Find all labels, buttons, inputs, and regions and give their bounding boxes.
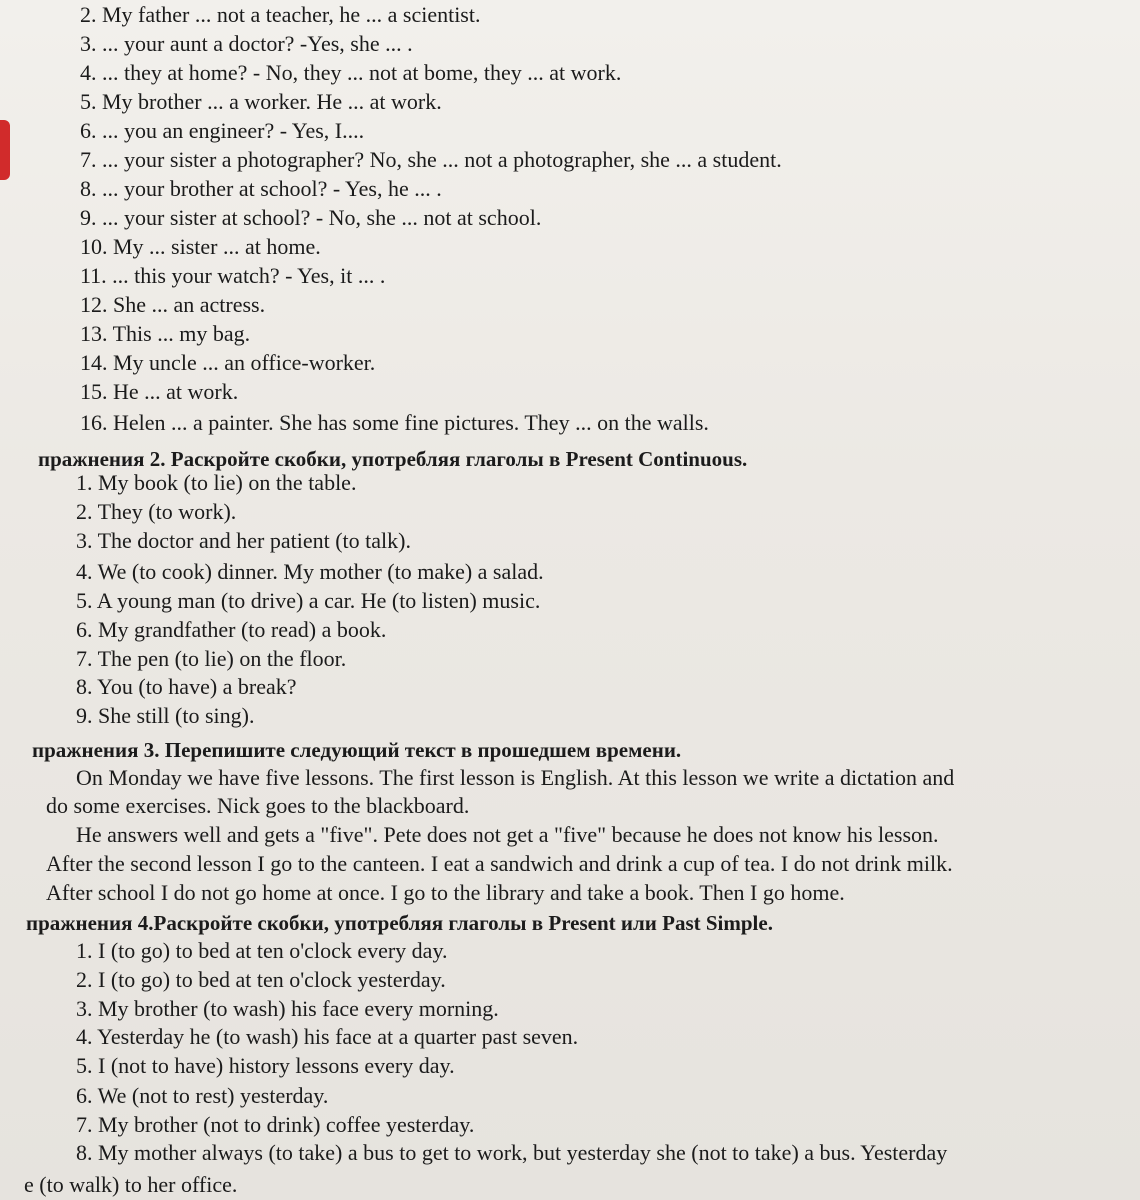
ex2-item-2: 2. They (to work). <box>76 499 237 524</box>
ex1-item-10: 10. My ... sister ... at home. <box>80 234 321 259</box>
ex3-text-line-2: do some exercises. Nick goes to the blackboard. <box>46 793 470 818</box>
ex4-item-3: 3. My brother (to wash) his face every morning. <box>76 996 499 1021</box>
ex2-item-8: 8. You (to have) a break? <box>76 674 297 699</box>
ex1-item-8: 8. ... your brother at school? - Yes, he ... . <box>80 176 442 201</box>
ex1-item-14: 14. My uncle ... an office-worker. <box>80 350 376 375</box>
ex4-item-7: 7. My brother (not to drink) coffee yesterday. <box>76 1112 475 1137</box>
red-margin-mark <box>0 120 10 180</box>
ex1-item-15: 15. He ... at work. <box>80 379 239 404</box>
ex2-item-3: 3. The doctor and her patient (to talk). <box>76 528 411 553</box>
ex1-item-6: 6. ... you an engineer? - Yes, I.... <box>80 118 365 143</box>
ex3-text-line-5: After school I do not go home at once. I go to the library and take a book. Then I go home. <box>46 880 845 905</box>
ex1-item-2: 2. My father ... not a teacher, he ... a scientist. <box>80 2 481 27</box>
ex2-heading: пражнения 2. Раскройте скобки, употребляя глаголы в Present Continuous. <box>38 447 748 471</box>
ex4-item-8-continued: e (to walk) to her office. <box>24 1172 238 1197</box>
ex4-item-4: 4. Yesterday he (to wash) his face at a quarter past seven. <box>76 1024 579 1049</box>
ex2-item-1: 1. My book (to lie) on the table. <box>76 470 357 495</box>
ex2-item-9: 9. She still (to sing). <box>76 703 255 728</box>
ex1-item-16: 16. Helen ... a painter. She has some fine pictures. They ... on the walls. <box>80 410 709 435</box>
ex4-item-5: 5. I (not to have) history lessons every day. <box>76 1053 455 1078</box>
ex2-item-5: 5. A young man (to drive) a car. He (to listen) music. <box>76 588 541 613</box>
ex4-item-6: 6. We (not to rest) yesterday. <box>76 1083 329 1108</box>
ex4-item-8: 8. My mother always (to take) a bus to get to work, but yesterday she (not to take) a bus. Yesterday <box>76 1140 948 1165</box>
ex1-item-9: 9. ... your sister at school? - No, she ... not at school. <box>80 205 542 230</box>
ex1-item-11: 11. ... this your watch? - Yes, it ... . <box>80 263 386 288</box>
ex1-item-7: 7. ... your sister a photographer? No, she ... not a photographer, she ... a student. <box>80 147 782 172</box>
ex3-heading: пражнения 3. Перепишите следующий текст в прошедшем времени. <box>32 738 682 762</box>
ex1-item-4: 4. ... they at home? - No, they ... not at bome, they ... at work. <box>80 60 622 85</box>
ex1-item-5: 5. My brother ... a worker. He ... at work. <box>80 89 442 114</box>
ex4-item-1: 1. I (to go) to bed at ten o'clock every day. <box>76 938 448 963</box>
ex2-item-4: 4. We (to cook) dinner. My mother (to make) a salad. <box>76 559 544 584</box>
ex3-text-line-4: After the second lesson I go to the canteen. I eat a sandwich and drink a cup of tea. I do not drink milk. <box>46 851 953 876</box>
ex3-text-line-3: He answers well and gets a "five". Pete does not get a "five" because he does not know his lesson. <box>76 822 939 847</box>
ex2-item-7: 7. The pen (to lie) on the floor. <box>76 646 347 671</box>
ex2-item-6: 6. My grandfather (to read) a book. <box>76 617 387 642</box>
ex3-text-line-1: On Monday we have five lessons. The first lesson is English. At this lesson we write a dictation and <box>76 765 955 790</box>
ex1-item-13: 13. This ... my bag. <box>80 321 251 346</box>
ex4-item-2: 2. I (to go) to bed at ten o'clock yesterday. <box>76 967 446 992</box>
ex4-heading: пражнения 4.Раскройте скобки, употребляя глаголы в Present или Past Simple. <box>26 911 773 935</box>
ex1-item-12: 12. She ... an actress. <box>80 292 266 317</box>
ex1-item-3: 3. ... your aunt a doctor? -Yes, she ... . <box>80 31 413 56</box>
